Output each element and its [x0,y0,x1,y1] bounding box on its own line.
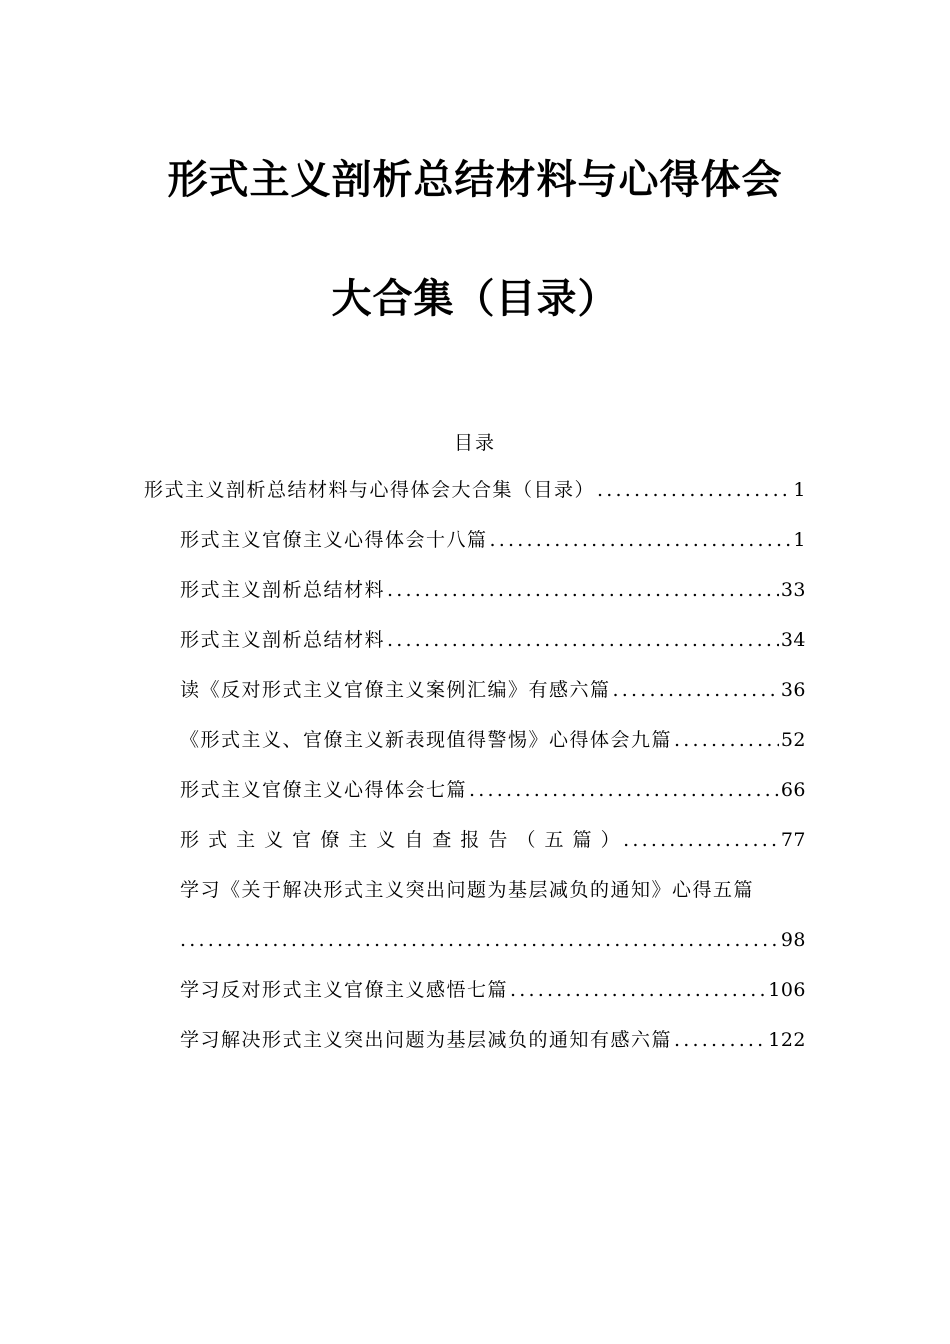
toc-entry-page: 98 [780,929,806,951]
toc-leader-dots [597,478,791,502]
toc-leader-dots [613,678,779,702]
toc-leader-dots [387,578,779,602]
toc-entry-title: 学习《关于解决形式主义突出问题为基层减负的通知》心得五篇 [180,879,755,901]
toc-entry-title: 形式主义剖析总结材料 [180,579,386,601]
document-title-line-2: 大合集（目录） [331,276,619,322]
toc-leader-dots [510,978,766,1002]
toc-entry-page: 52 [780,729,806,751]
toc-entry[interactable] [180,778,806,802]
document-title-line-1: 形式主义剖析总结材料与心得体会 [167,157,783,203]
toc-entry[interactable] [144,478,806,502]
toc-leader-dots [387,628,779,652]
toc-entry[interactable] [180,578,806,602]
toc-leader-dots [674,1028,766,1052]
toc-entry[interactable] [180,528,806,552]
toc-entry-title: 形式主义官僚主义心得体会七篇 [180,779,468,801]
toc-entry-title: 形式主义剖析总结材料 [180,629,386,651]
toc-entry[interactable] [180,678,806,702]
toc-entry-page: 77 [780,829,806,851]
toc-entry-title: 形式主义官僚主义心得体会十八篇 [180,529,488,551]
toc-entry[interactable] [180,978,806,1002]
toc-entry-title: 学习反对形式主义官僚主义感悟七篇 [180,979,509,1001]
toc-entry[interactable] [180,728,806,752]
toc-entry[interactable] [180,828,806,852]
toc-entry[interactable] [180,628,806,652]
toc-entry-page: 106 [768,979,806,1001]
toc-leader-dots [469,778,779,802]
toc-leader-dots [180,928,779,952]
toc-leader-dots [490,528,792,552]
toc-entry-page: 36 [780,679,806,701]
toc-entry-title: 形 式 主 义 官 僚 主 义 自 查 报 告 （ 五 篇 ） [180,829,622,851]
toc-entry-page: 66 [780,779,806,801]
toc-entry-page: 1 [793,479,806,501]
toc-entry-title: 形式主义剖析总结材料与心得体会大合集（目录） [144,479,596,501]
toc-entry-title: 读《反对形式主义官僚主义案例汇编》有感六篇 [180,679,611,701]
toc-heading: 目录 [453,432,496,454]
toc-entry-wrapped-title[interactable] [180,878,806,902]
toc-entry-page: 1 [793,529,806,551]
toc-leader-dots [623,828,779,852]
toc-leader-dots [674,728,779,752]
toc-entry-page: 34 [780,629,806,651]
toc-entry-page: 122 [768,1029,806,1051]
toc-entry-title: 《形式主义、官僚主义新表现值得警惕》心得体会九篇 [180,729,673,751]
toc-entry[interactable] [180,1028,806,1052]
toc-entry-page: 33 [780,579,806,601]
toc-entry-title: 学习解决形式主义突出问题为基层减负的通知有感六篇 [180,1029,673,1051]
toc-entry-wrapped-leader[interactable] [180,928,806,952]
